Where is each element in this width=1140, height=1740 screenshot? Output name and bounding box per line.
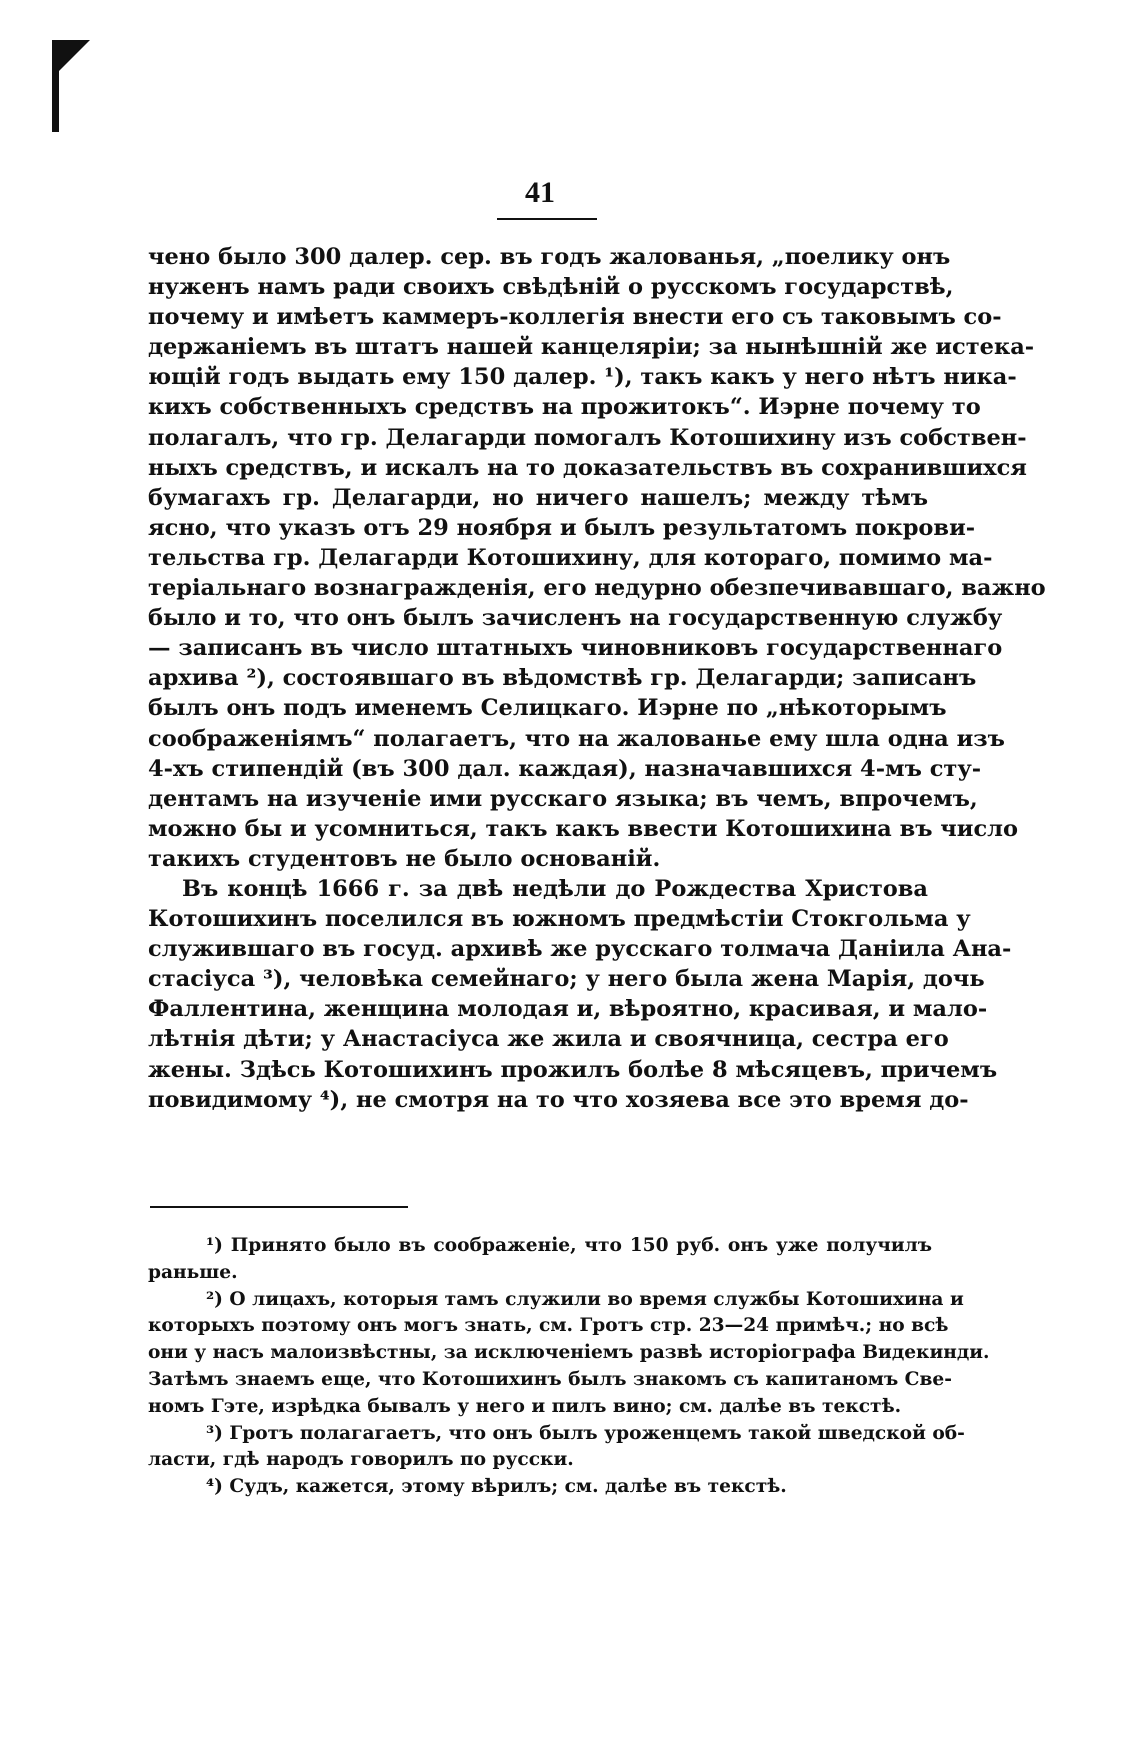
footnote-line: Затѣмъ знаемъ еще, что Котошихинъ былъ знакомъ съ капитаномъ Све- <box>148 1368 952 1390</box>
body-line: 4-хъ стипендій (въ 300 дал. каждая), назначавшихся 4-мъ сту- <box>148 755 982 782</box>
body-line: — записанъ въ число штатныхъ чиновниковъ государственнаго <box>148 635 1003 662</box>
body-line: кихъ собственныхъ средствъ на прожитокъ“. Иэрне почему то <box>148 394 981 421</box>
body-line: полагалъ, что гр. Делагарди помогалъ Котошихину изъ собствен- <box>148 424 1027 451</box>
body-line: былъ онъ подъ именемъ Селицкаго. Иэрне по „нѣкоторымъ <box>148 695 947 722</box>
body-line: служившаго въ госуд. архивѣ же русскаго толмача Даніила Ана- <box>148 936 1012 963</box>
scan-corner-mark-top <box>52 40 90 78</box>
body-line: чено было 300 далер. сер. въ годъ жалованья, „поелику онъ <box>148 244 951 270</box>
body-line: лѣтнія дѣти; у Анастасіуса же жила и своячница, сестра его <box>148 1026 949 1053</box>
body-line: Въ концѣ 1666 г. за двѣ недѣли до Рождества Христова <box>182 875 928 902</box>
body-line: жены. Здѣсь Котошихинъ прожилъ болѣе 8 мѣсяцевъ, причемъ <box>148 1056 998 1083</box>
body-line: ющій годъ выдать ему 150 далер. ¹), такъ какъ у него нѣтъ никa- <box>148 364 1017 391</box>
body-line: повидимому ⁴), не смотря на то что хозяева все это время до- <box>148 1086 969 1113</box>
body-line: стасіуса ³), человѣка семейнаго; у него была жена Марія, дочь <box>148 966 985 993</box>
body-line: было и то, что онъ былъ зачисленъ на государственную службу <box>148 605 1003 632</box>
footnote-line: ласти, гдѣ народъ говорилъ по русски. <box>148 1449 574 1471</box>
body-line: почему и имѣетъ каммеръ-коллегія внести его съ таковымъ со- <box>148 304 1002 331</box>
footnote-line: ¹) Принято было въ соображеніе, что 150 руб. онъ уже получилъ <box>206 1235 932 1256</box>
footnote-line: номъ Гэте, изрѣдка бывалъ у него и пилъ вино; см. далѣе въ текстѣ. <box>148 1395 902 1417</box>
body-line: Котошихинъ поселился въ южномъ предмѣстіи Стокгольма у <box>148 906 971 933</box>
footnote-line: ³) Гротъ полагагаетъ, что онъ былъ уроженцемъ такой шведской об- <box>206 1422 965 1444</box>
body-text <box>148 242 1046 1115</box>
body-line: теріальнаго вознагражденія, его недурно обезпечивавшаго, важно <box>148 575 1046 602</box>
body-line: Фаллентина, женщина молодая и, вѣроятно, красивая, и мало- <box>148 996 988 1023</box>
page-number-rule <box>497 218 597 220</box>
body-line: нуженъ намъ ради своихъ свѣдѣній о русскомъ государствѣ, <box>148 274 954 301</box>
footnote-line: ²) О лицахъ, которыя тамъ служили во время службы Котошихина и <box>206 1288 964 1310</box>
footnote-separator <box>150 1206 408 1208</box>
body-line: дентамъ на изученіе ими русскаго языка; въ чемъ, впрочемъ, <box>148 785 978 812</box>
body-line: такихъ студентовъ не было основаній. <box>148 845 661 872</box>
body-line: ныхъ средствъ, и искалъ на то доказательствъ въ сохранившихся <box>148 454 1027 481</box>
footnote-line: они у насъ малоизвѣстны, за исключеніемъ развѣ исторіографа Видекинди. <box>148 1342 990 1364</box>
body-line: архива ²), состоявшаго въ вѣдомствѣ гр. Делагарди; записанъ <box>148 665 977 692</box>
footnote-line: которыхъ поэтому онъ могъ знать, см. Гротъ стр. 23—24 примѣч.; но всѣ <box>148 1315 949 1337</box>
body-line: держаніемъ въ штатъ нашей канцеляріи; за нынѣшній же истека- <box>148 334 1035 361</box>
footnote-line: ⁴) Судъ, кажется, этому вѣрилъ; см. далѣе въ текстѣ. <box>206 1476 787 1498</box>
body-line: тельства гр. Делагарди Котошихину, для котораго, помимо ма- <box>148 544 993 571</box>
body-line: можно бы и усомниться, такъ какъ ввести Котошихина въ число <box>148 815 1019 842</box>
page-number: 41 <box>525 176 555 209</box>
body-line: бумагахъ гр. Делагарди, но ничего нашелъ; между тѣмъ <box>148 484 928 511</box>
body-line: ясно, что указъ отъ 29 ноября и былъ результатомъ покрови- <box>148 514 976 541</box>
footnote-line: раньше. <box>148 1261 238 1283</box>
footnotes <box>148 1233 990 1501</box>
body-line: соображеніямъ“ полагаетъ, что на жалованье ему шла одна изъ <box>148 725 1005 752</box>
